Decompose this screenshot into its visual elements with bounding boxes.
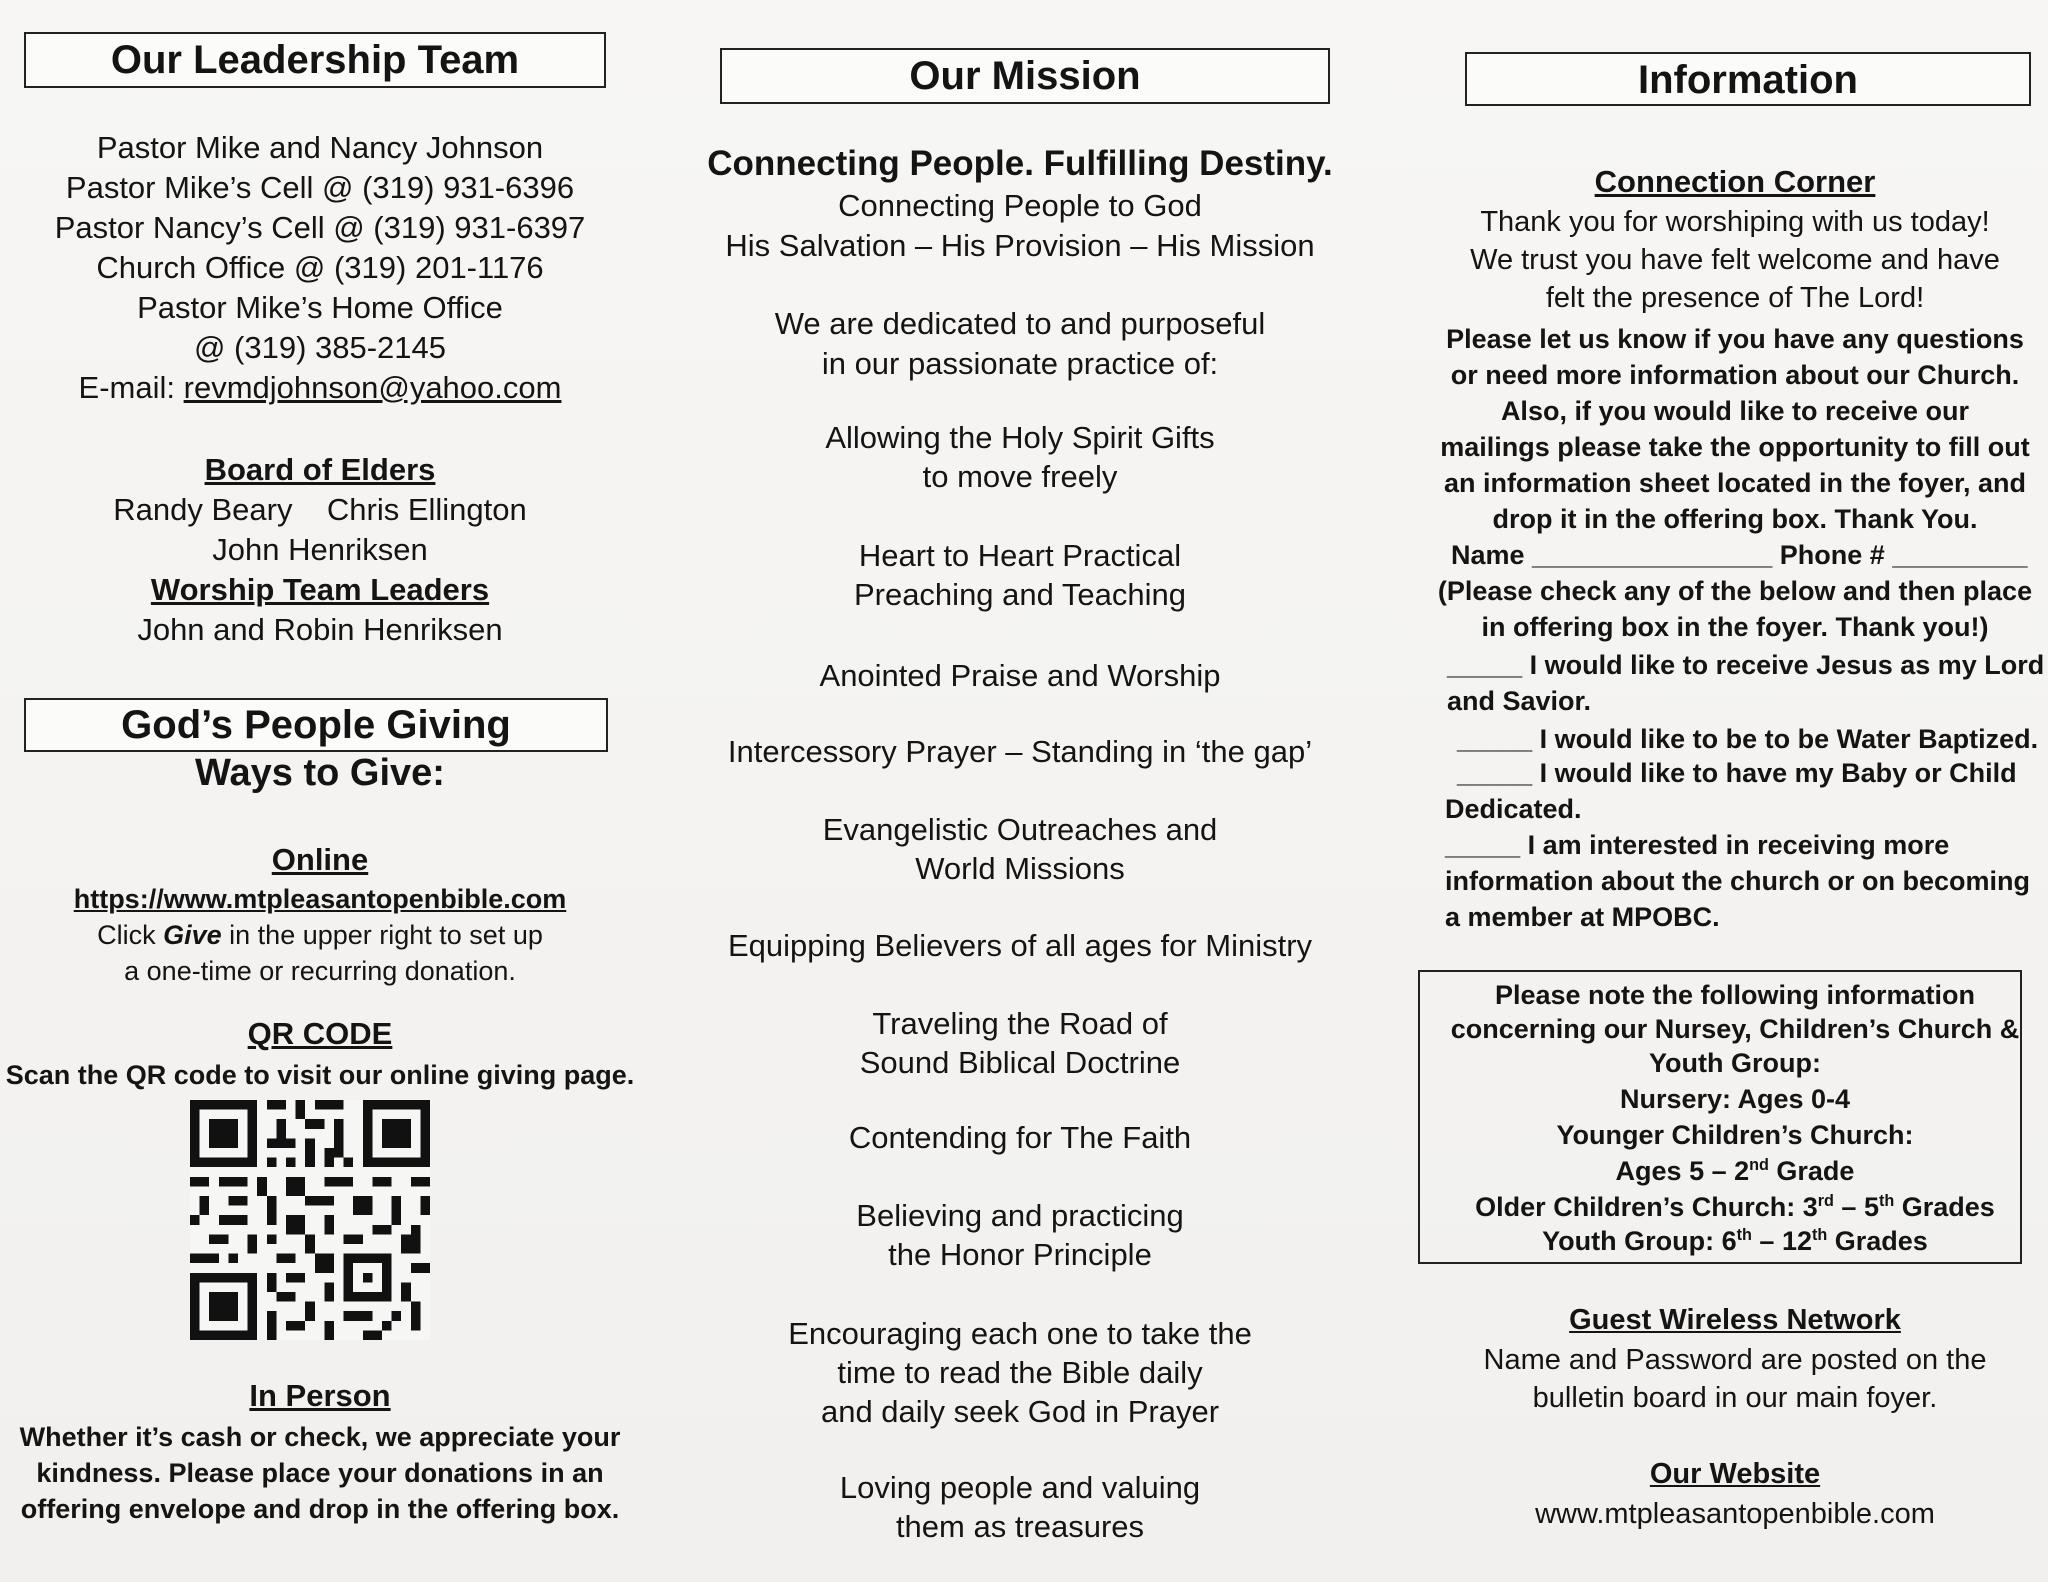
check-2: in offering box in the foyer. Thank you!) xyxy=(1481,612,1989,642)
online-text-pre: Click xyxy=(97,920,164,950)
note-older-c: Grades xyxy=(1894,1192,1995,1222)
wifi-title: Guest Wireless Network xyxy=(1569,1304,1901,1336)
note-younger-ages-post: Grade xyxy=(1768,1156,1855,1186)
nancy-cell: Pastor Nancy’s Cell @ (319) 931-6397 xyxy=(54,210,586,245)
online-text-post: in the upper right to set up xyxy=(221,920,543,950)
email-line xyxy=(0,370,640,406)
note-older-b: – 5 xyxy=(1833,1192,1879,1222)
mission-item-7-line-2: Sound Biblical Doctrine xyxy=(859,1045,1181,1080)
email-label: E-mail: xyxy=(78,370,184,405)
mission-item-8-line-1: Contending for The Faith xyxy=(848,1120,1192,1155)
option-more-info-cont-1: information about the church or on becoming xyxy=(1445,866,2030,896)
elders-title: Board of Elders xyxy=(204,452,436,487)
name-phone-field[interactable]: Name ________________ Phone # _________ xyxy=(1451,540,2028,570)
email-link[interactable]: revmdjohnson@yahoo.com xyxy=(183,370,562,405)
online-text-1 xyxy=(0,920,640,951)
mission-item-10-line-2: time to read the Bible daily xyxy=(837,1355,1203,1390)
thanks-3: felt the presence of The Lord! xyxy=(1545,282,1925,314)
giving-subtitle: Ways to Give: xyxy=(195,752,445,794)
mission-item-4-line-1: Intercessory Prayer – Standing in ‘the gap’ xyxy=(727,734,1313,769)
note-older-sup2: th xyxy=(1878,1192,1895,1210)
mission-column xyxy=(700,0,1340,1582)
please-4: mailings please take the opportunity to fill out xyxy=(1440,432,2030,462)
please-1: Please let us know if you have any questions xyxy=(1446,324,2024,354)
option-more-info-cont-2: a member at MPOBC. xyxy=(1445,902,1720,932)
website-title: Our Website xyxy=(1649,1458,1821,1490)
connection-title: Connection Corner xyxy=(1594,164,1876,199)
option-water-baptized[interactable]: _____ I would like to be to be Water Baptized. xyxy=(1457,724,2039,754)
note-nursery: Nursery: Ages 0-4 xyxy=(1619,1084,1851,1114)
please-5: an information sheet located in the foyer, and xyxy=(1443,468,2027,498)
note-3: Youth Group: xyxy=(1649,1048,1821,1078)
mike-cell: Pastor Mike’s Cell @ (319) 931-6396 xyxy=(65,170,575,205)
note-1: Please note the following information xyxy=(1494,980,1976,1010)
leadership-column xyxy=(0,0,640,1582)
mission-title: Our Mission xyxy=(720,48,1330,104)
nursery-info-box xyxy=(1418,970,2022,1264)
pastors-names: Pastor Mike and Nancy Johnson xyxy=(96,130,544,165)
mission-item-10-line-1: Encouraging each one to take the xyxy=(788,1316,1252,1351)
home-office: Pastor Mike’s Home Office xyxy=(137,290,503,325)
qr-code-icon[interactable] xyxy=(188,1100,432,1340)
check-1: (Please check any of the below and then place xyxy=(1437,576,2033,606)
mission-item-2-line-2: Preaching and Teaching xyxy=(853,577,1187,612)
mission-item-6-line-1: Equipping Believers of all ages for Ministry xyxy=(727,928,1313,963)
note-younger-ages-pre: Ages 5 – 2 xyxy=(1615,1156,1750,1186)
thanks-2: We trust you have felt welcome and have xyxy=(1470,244,2000,276)
note-older-sup1: rd xyxy=(1817,1192,1834,1210)
please-2: or need more information about our Church. xyxy=(1450,360,2020,390)
note-youth-a: Youth Group: 6 xyxy=(1542,1226,1737,1256)
mission-item-5-line-1: Evangelistic Outreaches and xyxy=(822,812,1218,847)
worship-title: Worship Team Leaders xyxy=(150,572,490,607)
option-receive-jesus[interactable]: _____ I would like to receive Jesus as my Lord xyxy=(1447,650,2045,680)
mission-tagline: Connecting People. Fulfilling Destiny. xyxy=(707,144,1333,183)
note-youth-sup2: th xyxy=(1811,1226,1828,1244)
note-younger-ages-sup: nd xyxy=(1749,1156,1769,1174)
church-office: Church Office @ (319) 201-1176 xyxy=(96,250,544,285)
mission-item-1-line-1: Allowing the Holy Spirit Gifts xyxy=(825,420,1215,455)
mission-dedicated-2: in our passionate practice of: xyxy=(821,346,1219,381)
mission-sub-2: His Salvation – His Provision – His Mission xyxy=(725,228,1315,263)
thanks-1: Thank you for worshiping with us today! xyxy=(1480,206,1990,238)
mission-item-5-line-2: World Missions xyxy=(915,851,1125,886)
elders-line-2: John Henriksen xyxy=(212,532,428,567)
mission-item-2-line-1: Heart to Heart Practical xyxy=(858,538,1182,573)
note-younger-church: Younger Children’s Church: xyxy=(1556,1120,1914,1150)
inperson-title: In Person xyxy=(249,1378,391,1413)
inperson-line-1: Whether it’s cash or check, we appreciate your xyxy=(19,1422,621,1452)
note-youth-b: – 12 xyxy=(1751,1226,1812,1256)
mission-item-11-line-1: Loving people and valuing xyxy=(839,1470,1201,1505)
mission-item-9-line-1: Believing and practicing xyxy=(856,1198,1184,1233)
qr-title: QR CODE xyxy=(247,1016,393,1051)
note-2: concerning our Nursey, Children’s Church & xyxy=(1450,1014,2020,1044)
inperson-line-3: offering envelope and drop in the offering box. xyxy=(20,1494,620,1524)
inperson-line-2: kindness. Please place your donations in an xyxy=(36,1458,604,1488)
note-youth-sup1: th xyxy=(1736,1226,1752,1244)
qr-text: Scan the QR code to visit our online giving page. xyxy=(5,1060,635,1090)
information-column xyxy=(1425,0,2045,1582)
online-text-2: a one-time or recurring donation. xyxy=(124,956,516,986)
option-receive-jesus-cont: and Savior. xyxy=(1447,686,1592,716)
website-url[interactable]: www.mtpleasantopenbible.com xyxy=(1535,1498,1935,1530)
please-6: drop it in the offering box. Thank You. xyxy=(1492,504,1978,534)
home-office-phone: @ (319) 385-2145 xyxy=(193,330,447,365)
wifi-1: Name and Password are posted on the xyxy=(1483,1344,1987,1376)
mission-item-10-line-3: and daily seek God in Prayer xyxy=(820,1394,1220,1429)
mission-dedicated-1: We are dedicated to and purposeful xyxy=(774,306,1266,341)
wifi-2: bulletin board in our main foyer. xyxy=(1532,1382,1938,1414)
option-more-info[interactable]: _____ I am interested in receiving more xyxy=(1445,830,1950,860)
option-dedication-cont: Dedicated. xyxy=(1445,794,1582,824)
please-3: Also, if you would like to receive our xyxy=(1500,396,1970,426)
mission-item-1-line-2: to move freely xyxy=(922,459,1118,494)
option-dedication[interactable]: _____ I would like to have my Baby or Child xyxy=(1457,758,2017,788)
note-youth-c: Grades xyxy=(1827,1226,1928,1256)
information-title: Information xyxy=(1465,52,2031,106)
note-older-a: Older Children’s Church: 3 xyxy=(1475,1192,1818,1222)
leadership-title: Our Leadership Team xyxy=(24,32,606,88)
mission-item-7-line-1: Traveling the Road of xyxy=(872,1006,1168,1041)
mission-item-3-line-1: Anointed Praise and Worship xyxy=(819,658,1221,693)
elders-line-1: Randy Beary Chris Ellington xyxy=(113,492,527,527)
giving-title: God’s People Giving xyxy=(24,698,608,752)
mission-sub-1: Connecting People to God xyxy=(838,188,1202,223)
online-title: Online xyxy=(271,842,369,877)
online-give-word: Give xyxy=(163,920,222,950)
mission-item-9-line-2: the Honor Principle xyxy=(888,1237,1152,1272)
mission-item-11-line-2: them as treasures xyxy=(895,1509,1145,1544)
online-url[interactable]: https://www.mtpleasantopenbible.com xyxy=(73,884,567,914)
worship-names: John and Robin Henriksen xyxy=(137,612,503,647)
